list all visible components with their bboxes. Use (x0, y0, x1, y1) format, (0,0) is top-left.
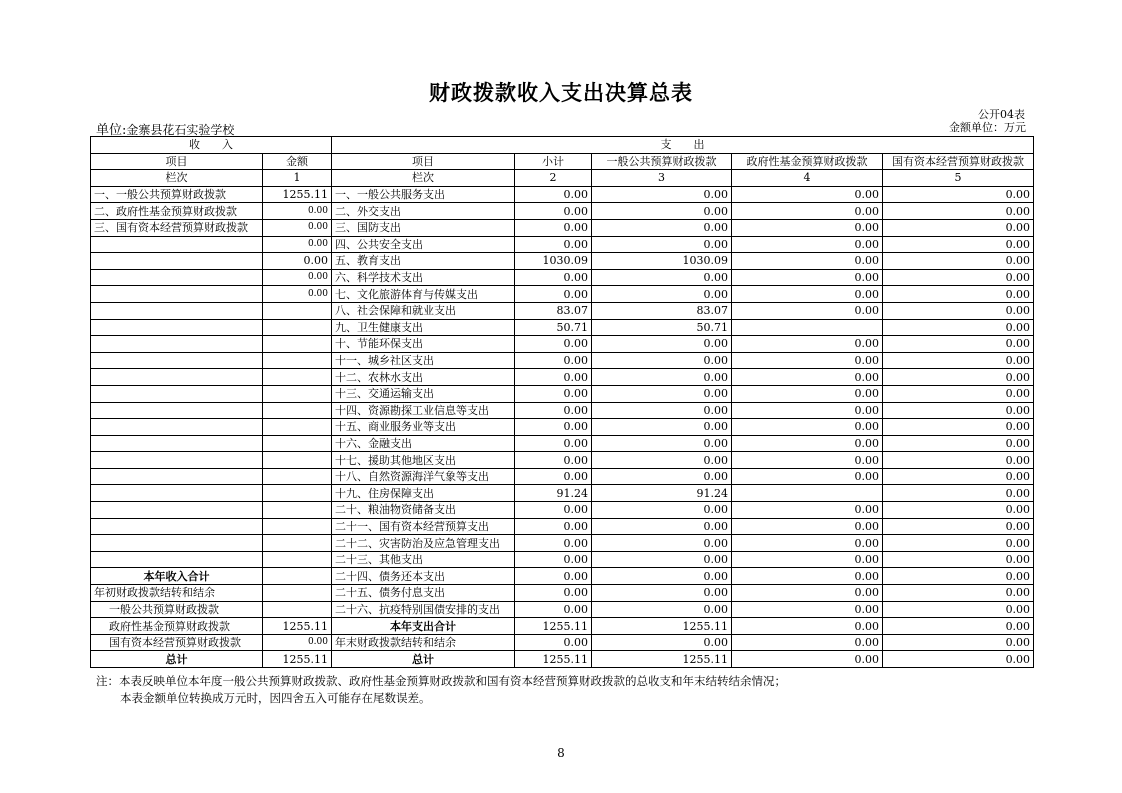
income-item-cell: 三、国有资本经营预算财政拨款 (91, 219, 263, 236)
expense-item-cell: 总计 (332, 651, 515, 668)
general-budget-cell: 50.71 (592, 319, 732, 336)
fund-budget-cell (732, 319, 883, 336)
expense-item-cell: 十九、住房保障支出 (332, 485, 515, 502)
header-col2: 2 (515, 170, 592, 187)
state-capital-cell: 0.00 (883, 568, 1034, 585)
income-amount-cell: 0.00 (263, 236, 332, 253)
income-amount-cell (263, 468, 332, 485)
state-capital-cell: 0.00 (883, 302, 1034, 319)
table-row (91, 551, 1034, 568)
table-row (91, 336, 1034, 353)
expense-item-cell: 十六、金融支出 (332, 435, 515, 452)
state-capital-cell: 0.00 (883, 518, 1034, 535)
income-item-cell (91, 302, 263, 319)
expense-item-cell: 二、外交支出 (332, 203, 515, 220)
general-budget-cell: 0.00 (592, 551, 732, 568)
fund-budget-cell: 0.00 (732, 419, 883, 436)
state-capital-cell: 0.00 (883, 269, 1034, 286)
subtotal-cell: 0.00 (515, 269, 592, 286)
expense-item-cell: 四、公共安全支出 (332, 236, 515, 253)
subtotal-cell: 0.00 (515, 601, 592, 618)
income-amount-cell (263, 435, 332, 452)
income-item-cell: 年初财政拨款结转和结余 (91, 585, 263, 602)
state-capital-cell: 0.00 (883, 551, 1034, 568)
income-item-cell (91, 468, 263, 485)
table-row (91, 651, 1034, 668)
income-amount-cell: 0.00 (263, 253, 332, 270)
expense-item-cell: 二十六、抗疫特别国债安排的支出 (332, 601, 515, 618)
income-amount-cell: 1255.11 (263, 651, 332, 668)
income-amount-cell (263, 551, 332, 568)
fund-budget-cell: 0.00 (732, 601, 883, 618)
fund-budget-cell: 0.00 (732, 236, 883, 253)
expense-item-cell: 二十五、债务付息支出 (332, 585, 515, 602)
general-budget-cell: 0.00 (592, 568, 732, 585)
note-2: 本表金额单位转换成万元时，因四舍五入可能存在尾数误差。 (120, 691, 431, 705)
expense-item-cell: 本年支出合计 (332, 618, 515, 635)
income-amount-cell (263, 601, 332, 618)
income-item-cell: 政府性基金预算财政拨款 (91, 618, 263, 635)
income-amount-cell (263, 385, 332, 402)
income-amount-cell (263, 402, 332, 419)
general-budget-cell: 0.00 (592, 502, 732, 519)
note-1: 注：本表反映单位本年度一般公共预算财政拨款、政府性基金预算财政拨款和国有资本经营预算财政拨款的总收支和年末结转结余情况； (96, 674, 786, 688)
table-row (91, 253, 1034, 270)
expense-item-cell: 十、节能环保支出 (332, 336, 515, 353)
table-row (91, 236, 1034, 253)
income-amount-cell: 0.00 (263, 219, 332, 236)
general-budget-cell: 0.00 (592, 352, 732, 369)
state-capital-cell: 0.00 (883, 502, 1034, 519)
header-income: 收 入 (91, 137, 332, 154)
income-amount-cell (263, 352, 332, 369)
subtotal-cell: 0.00 (515, 336, 592, 353)
fund-budget-cell: 0.00 (732, 203, 883, 220)
fund-budget-cell: 0.00 (732, 468, 883, 485)
state-capital-cell: 0.00 (883, 219, 1034, 236)
general-budget-cell: 1255.11 (592, 651, 732, 668)
expense-item-cell: 三、国防支出 (332, 219, 515, 236)
general-budget-cell: 0.00 (592, 369, 732, 386)
income-amount-cell (263, 518, 332, 535)
header-row-2 (91, 153, 1034, 170)
fund-budget-cell: 0.00 (732, 551, 883, 568)
unit-name: 金寨县花石实验学校 (126, 123, 235, 137)
expense-item-cell: 九、卫生健康支出 (332, 319, 515, 336)
expense-item-cell: 十四、资源勘探工业信息等支出 (332, 402, 515, 419)
income-amount-cell: 0.00 (263, 634, 332, 651)
subtotal-cell: 0.00 (515, 186, 592, 203)
table-row (91, 369, 1034, 386)
income-amount-cell (263, 535, 332, 552)
general-budget-cell: 0.00 (592, 634, 732, 651)
subtotal-cell: 0.00 (515, 568, 592, 585)
income-amount-cell: 1255.11 (263, 618, 332, 635)
income-item-cell: 总计 (91, 651, 263, 668)
income-item-cell (91, 518, 263, 535)
table-row (91, 435, 1034, 452)
header-col1: 1 (263, 170, 332, 187)
table-row (91, 468, 1034, 485)
income-item-cell (91, 253, 263, 270)
general-budget-cell: 1030.09 (592, 253, 732, 270)
expense-item-cell: 八、社会保障和就业支出 (332, 302, 515, 319)
table-row (91, 352, 1034, 369)
state-capital-cell: 0.00 (883, 319, 1034, 336)
income-amount-cell (263, 585, 332, 602)
general-budget-cell: 0.00 (592, 385, 732, 402)
header-item: 项目 (91, 153, 263, 170)
expense-item-cell: 十三、交通运输支出 (332, 385, 515, 402)
income-item-cell: 二、政府性基金预算财政拨款 (91, 203, 263, 220)
income-amount-cell (263, 502, 332, 519)
subtotal-cell: 1255.11 (515, 651, 592, 668)
state-capital-cell: 0.00 (883, 286, 1034, 303)
subtotal-cell: 0.00 (515, 402, 592, 419)
header-fund: 政府性基金预算财政拨款 (732, 153, 883, 170)
table-row (91, 452, 1034, 469)
general-budget-cell: 0.00 (592, 402, 732, 419)
table-row (91, 585, 1034, 602)
income-item-cell (91, 551, 263, 568)
income-item-cell (91, 369, 263, 386)
amount-unit: 金额单位：万元 (949, 121, 1026, 134)
state-capital-cell: 0.00 (883, 585, 1034, 602)
subtotal-cell: 0.00 (515, 502, 592, 519)
income-amount-cell (263, 452, 332, 469)
state-capital-cell: 0.00 (883, 435, 1034, 452)
state-capital-cell: 0.00 (883, 385, 1034, 402)
fund-budget-cell: 0.00 (732, 286, 883, 303)
income-amount-cell (263, 319, 332, 336)
header-amount: 金额 (263, 153, 332, 170)
subtotal-cell: 0.00 (515, 535, 592, 552)
general-budget-cell: 0.00 (592, 419, 732, 436)
subtotal-cell: 0.00 (515, 352, 592, 369)
subtotal-cell: 83.07 (515, 302, 592, 319)
header-item2: 项目 (332, 153, 515, 170)
general-budget-cell: 1255.11 (592, 618, 732, 635)
table-row (91, 186, 1034, 203)
income-item-cell (91, 485, 263, 502)
subtotal-cell: 0.00 (515, 468, 592, 485)
income-item-cell (91, 319, 263, 336)
fund-budget-cell: 0.00 (732, 352, 883, 369)
header-general: 一般公共预算财政拨款 (592, 153, 732, 170)
income-item-cell (91, 236, 263, 253)
fund-budget-cell: 0.00 (732, 452, 883, 469)
table-row (91, 385, 1034, 402)
fund-budget-cell: 0.00 (732, 186, 883, 203)
subtotal-cell: 0.00 (515, 369, 592, 386)
subtotal-cell: 0.00 (515, 236, 592, 253)
header-subtotal: 小计 (515, 153, 592, 170)
expense-item-cell: 五、教育支出 (332, 253, 515, 270)
table-row (91, 269, 1034, 286)
state-capital-cell: 0.00 (883, 419, 1034, 436)
expense-item-cell: 二十一、国有资本经营预算支出 (332, 518, 515, 535)
expense-item-cell: 十七、援助其他地区支出 (332, 452, 515, 469)
income-amount-cell: 0.00 (263, 203, 332, 220)
general-budget-cell: 83.07 (592, 302, 732, 319)
general-budget-cell: 0.00 (592, 219, 732, 236)
income-item-cell: 一般公共预算财政拨款 (91, 601, 263, 618)
income-item-cell: 一、一般公共预算财政拨款 (91, 186, 263, 203)
general-budget-cell: 0.00 (592, 286, 732, 303)
table-row (91, 502, 1034, 519)
budget-table (90, 136, 1034, 668)
income-item-cell (91, 385, 263, 402)
fund-budget-cell: 0.00 (732, 219, 883, 236)
state-capital-cell: 0.00 (883, 535, 1034, 552)
state-capital-cell: 0.00 (883, 236, 1034, 253)
fund-budget-cell: 0.00 (732, 385, 883, 402)
income-item-cell (91, 269, 263, 286)
income-item-cell (91, 336, 263, 353)
general-budget-cell: 0.00 (592, 535, 732, 552)
header-row-3 (91, 170, 1034, 187)
income-item-cell: 国有资本经营预算财政拨款 (91, 634, 263, 651)
state-capital-cell: 0.00 (883, 618, 1034, 635)
table-row (91, 601, 1034, 618)
state-capital-cell: 0.00 (883, 485, 1034, 502)
subtotal-cell: 0.00 (515, 203, 592, 220)
table-row (91, 319, 1034, 336)
general-budget-cell: 0.00 (592, 336, 732, 353)
table-row (91, 568, 1034, 585)
fund-budget-cell: 0.00 (732, 253, 883, 270)
fund-budget-cell: 0.00 (732, 585, 883, 602)
general-budget-cell: 0.00 (592, 452, 732, 469)
fund-budget-cell: 0.00 (732, 435, 883, 452)
state-capital-cell: 0.00 (883, 402, 1034, 419)
general-budget-cell: 91.24 (592, 485, 732, 502)
fund-budget-cell (732, 485, 883, 502)
income-item-cell (91, 352, 263, 369)
expense-item-cell: 二十二、灾害防治及应急管理支出 (332, 535, 515, 552)
income-item-cell (91, 419, 263, 436)
table-body (91, 186, 1034, 667)
fund-budget-cell: 0.00 (732, 502, 883, 519)
fund-budget-cell: 0.00 (732, 651, 883, 668)
income-amount-cell (263, 568, 332, 585)
expense-item-cell: 十八、自然资源海洋气象等支出 (332, 468, 515, 485)
income-amount-cell (263, 302, 332, 319)
state-capital-cell: 0.00 (883, 203, 1034, 220)
table-row (91, 302, 1034, 319)
expense-item-cell: 十二、农林水支出 (332, 369, 515, 386)
subtotal-cell: 1255.11 (515, 618, 592, 635)
general-budget-cell: 0.00 (592, 601, 732, 618)
header-row-1 (91, 137, 1034, 154)
general-budget-cell: 0.00 (592, 468, 732, 485)
fund-budget-cell: 0.00 (732, 518, 883, 535)
page-number: 8 (557, 746, 565, 760)
fund-budget-cell: 0.00 (732, 402, 883, 419)
subtotal-cell: 0.00 (515, 219, 592, 236)
state-capital-cell: 0.00 (883, 253, 1034, 270)
income-amount-cell (263, 336, 332, 353)
header-rowno2: 栏次 (332, 170, 515, 187)
expense-item-cell: 六、科学技术支出 (332, 269, 515, 286)
income-amount-cell (263, 369, 332, 386)
state-capital-cell: 0.00 (883, 601, 1034, 618)
general-budget-cell: 0.00 (592, 585, 732, 602)
income-item-cell: 本年收入合计 (91, 568, 263, 585)
expense-item-cell: 二十四、债务还本支出 (332, 568, 515, 585)
state-capital-cell: 0.00 (883, 352, 1034, 369)
income-amount-cell: 0.00 (263, 269, 332, 286)
fund-budget-cell: 0.00 (732, 336, 883, 353)
income-amount-cell (263, 419, 332, 436)
subtotal-cell: 91.24 (515, 485, 592, 502)
subtotal-cell: 0.00 (515, 286, 592, 303)
expense-item-cell: 二十三、其他支出 (332, 551, 515, 568)
subtotal-cell: 1030.09 (515, 253, 592, 270)
subtotal-cell: 0.00 (515, 518, 592, 535)
subtotal-cell: 0.00 (515, 634, 592, 651)
fund-budget-cell: 0.00 (732, 568, 883, 585)
general-budget-cell: 0.00 (592, 203, 732, 220)
general-budget-cell: 0.00 (592, 518, 732, 535)
subtotal-cell: 0.00 (515, 385, 592, 402)
header-state: 国有资本经营预算财政拨款 (883, 153, 1034, 170)
subtotal-cell: 0.00 (515, 435, 592, 452)
income-amount-cell: 0.00 (263, 286, 332, 303)
income-amount-cell (263, 485, 332, 502)
fund-budget-cell: 0.00 (732, 535, 883, 552)
general-budget-cell: 0.00 (592, 435, 732, 452)
header-col4: 4 (732, 170, 883, 187)
table-row (91, 618, 1034, 635)
income-item-cell (91, 452, 263, 469)
subtotal-cell: 0.00 (515, 585, 592, 602)
fund-budget-cell: 0.00 (732, 302, 883, 319)
header-expense: 支 出 (332, 137, 1034, 154)
income-item-cell (91, 402, 263, 419)
fund-budget-cell: 0.00 (732, 369, 883, 386)
state-capital-cell: 0.00 (883, 468, 1034, 485)
state-capital-cell: 0.00 (883, 651, 1034, 668)
income-item-cell (91, 535, 263, 552)
header-col5: 5 (883, 170, 1034, 187)
income-item-cell (91, 435, 263, 452)
table-row (91, 402, 1034, 419)
expense-item-cell: 七、文化旅游体育与传媒支出 (332, 286, 515, 303)
general-budget-cell: 0.00 (592, 186, 732, 203)
income-amount-cell: 1255.11 (263, 186, 332, 203)
subtotal-cell: 0.00 (515, 452, 592, 469)
state-capital-cell: 0.00 (883, 634, 1034, 651)
state-capital-cell: 0.00 (883, 336, 1034, 353)
table-row (91, 203, 1034, 220)
general-budget-cell: 0.00 (592, 269, 732, 286)
income-item-cell (91, 502, 263, 519)
subtotal-cell: 0.00 (515, 419, 592, 436)
header-rowno: 栏次 (91, 170, 263, 187)
fund-budget-cell: 0.00 (732, 269, 883, 286)
table-row (91, 518, 1034, 535)
subtotal-cell: 0.00 (515, 551, 592, 568)
page-title: 财政拨款收入支出决算总表 (429, 81, 693, 105)
expense-item-cell: 十一、城乡社区支出 (332, 352, 515, 369)
header-col3: 3 (592, 170, 732, 187)
table-row (91, 219, 1034, 236)
expense-item-cell: 二十、粮油物资储备支出 (332, 502, 515, 519)
fund-budget-cell: 0.00 (732, 634, 883, 651)
state-capital-cell: 0.00 (883, 452, 1034, 469)
income-item-cell (91, 286, 263, 303)
fund-budget-cell: 0.00 (732, 618, 883, 635)
table-row (91, 634, 1034, 651)
expense-item-cell: 年末财政拨款结转和结余 (332, 634, 515, 651)
general-budget-cell: 0.00 (592, 236, 732, 253)
expense-item-cell: 十五、商业服务业等支出 (332, 419, 515, 436)
table-row (91, 485, 1034, 502)
form-number: 公开04表 (978, 108, 1025, 121)
table-row (91, 419, 1034, 436)
expense-item-cell: 一、一般公共服务支出 (332, 186, 515, 203)
state-capital-cell: 0.00 (883, 186, 1034, 203)
state-capital-cell: 0.00 (883, 369, 1034, 386)
table-row (91, 535, 1034, 552)
table-row (91, 286, 1034, 303)
unit-label: 单位: (96, 123, 127, 138)
subtotal-cell: 50.71 (515, 319, 592, 336)
